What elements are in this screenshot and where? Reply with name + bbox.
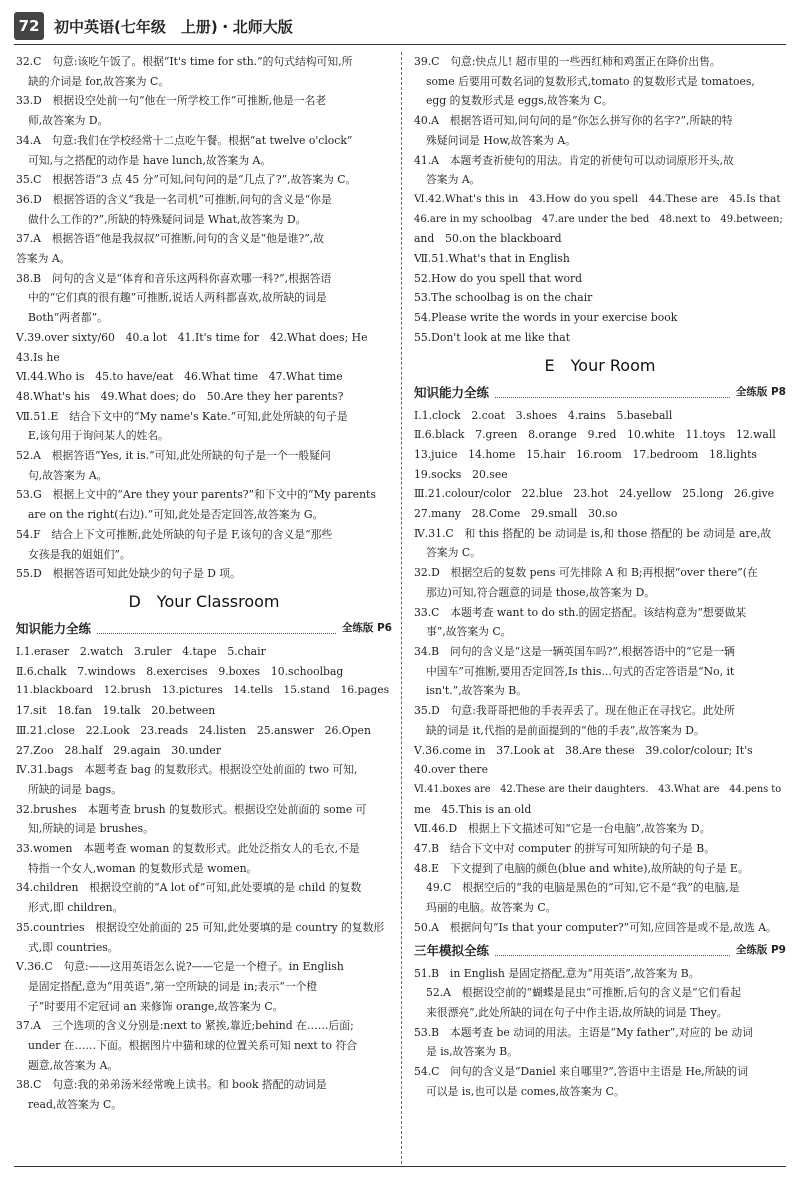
subsection-header-e2 bbox=[414, 938, 786, 964]
text-line: 可以是 is,也可以是 comes,故答案为 C。 bbox=[426, 1084, 625, 1098]
text-line: 女孩是我的姐姐们”。 bbox=[28, 547, 131, 561]
text-line: 55.D 根据答语可知此处缺少的句子是 D 项。 bbox=[16, 567, 241, 581]
text-line: Ⅰ.1.clock 2.coat 3.shoes 4.rains 5.baseball bbox=[414, 408, 673, 422]
text-line: 中国车”可推断,要用否定回答,Is this...句式的否定答语是“No, it bbox=[426, 664, 735, 678]
text-line: Ⅲ.21.colour/color 22.blue 23.hot 24.yellow 25.long 26.give bbox=[414, 487, 775, 501]
text-line: 54.F 结合上下文可推断,此处所缺的句子是 F,该句的含义是“那些 bbox=[16, 527, 333, 541]
text-line: Both“两者都”。 bbox=[28, 311, 108, 325]
text-line: 40.over there bbox=[414, 763, 488, 777]
text-line: 缺的词是 it,代指的是前面提到的“他的手表”,故答案为 D。 bbox=[426, 723, 705, 737]
text-line: 54.Please write the words in your exercise book bbox=[414, 311, 678, 325]
text-line: 27.many 28.Come 29.small 30.so bbox=[414, 507, 618, 521]
right-column bbox=[414, 52, 786, 1101]
page-ref: 全练版 P6 bbox=[341, 622, 392, 635]
text-line: Ⅰ.1.eraser 2.watch 3.ruler 4.tape 5.chair bbox=[16, 644, 266, 658]
text-line: 38.C 句意:我的弟弟汤米经常晚上读书。和 book 搭配的动词是 bbox=[16, 1078, 327, 1092]
text-line: 46.are in my schoolbag 47.are under the bed 48.next to 49.between; bbox=[414, 213, 783, 225]
text-line: Ⅴ.36.come in 37.Look at 38.Are these 39.color/colour; It's bbox=[414, 743, 753, 757]
text-line: 是固定搭配,意为“用英语”,第一空所缺的词是 in;表示“一个橙 bbox=[28, 979, 318, 993]
text-line: 33.D 根据设空处前一句“他在一所学校工作”可推断,他是一名老 bbox=[16, 94, 327, 108]
text-line: me 45.This is an old bbox=[414, 802, 532, 816]
text-line: 来很漂亮”,此处所缺的词在句子中作主语,故所缺的词是 They。 bbox=[426, 1005, 728, 1019]
subsection-header-d bbox=[16, 616, 392, 642]
text-line: and 50.on the blackboard bbox=[414, 232, 562, 246]
text-line: 是 is,故答案为 B。 bbox=[426, 1045, 519, 1059]
text-line: read,故答案为 C。 bbox=[28, 1098, 123, 1112]
text-line: 53.B 本题考查 be 动词的用法。主语是“My father”,对应的 be 动词 bbox=[414, 1025, 753, 1039]
text-line: 40.A 根据答语可知,问句问的是“你怎么拼写你的名字?”,所缺的特 bbox=[414, 114, 733, 128]
text-line: 式,即 countries。 bbox=[28, 940, 119, 954]
text-line: 形式,即 children。 bbox=[28, 901, 124, 915]
answers-block-e bbox=[414, 406, 786, 938]
text-line: 中的“它们真的很有趣”可推断,说话人两科都喜欢,故所缺的词是 bbox=[28, 291, 327, 305]
text-line: 51.B in English 是固定搭配,意为“用英语”,故答案为 B。 bbox=[414, 966, 700, 980]
text-line: 题意,故答案为 A。 bbox=[28, 1058, 119, 1072]
subsection-title: 知识能力全练 bbox=[16, 621, 92, 637]
text-line: Ⅶ.51.What's that in English bbox=[414, 252, 570, 266]
text-line: Ⅴ.39.over sixty/60 40.a lot 41.It's time for 42.What does; He bbox=[16, 330, 368, 344]
text-line: 35.C 根据答语“3 点 45 分”可知,问句问的是“几点了?”,故答案为 C。 bbox=[16, 173, 357, 187]
left-column bbox=[16, 52, 392, 1115]
section-title-d: D Your Classroom bbox=[128, 591, 280, 611]
text-line: Ⅵ.42.What's this in 43.How do you spell 44.These are 45.Is that bbox=[414, 192, 781, 205]
text-line: 52.A 根据设空前的“蝴蝶是昆虫”可推断,后句的含义是“它们看起 bbox=[426, 986, 741, 1000]
text-line: Ⅱ.6.chalk 7.windows 8.exercises 9.boxes 10.schoolbag bbox=[16, 664, 344, 678]
text-line: 37.A 根据答语“他是我叔叔”可推断,问句的含义是“他是谁?”,故 bbox=[16, 232, 325, 246]
subsection-header-e bbox=[414, 380, 786, 406]
text-line: are on the right(右边).”可知,此处是否定回答,故答案为 G。 bbox=[28, 508, 324, 522]
text-line: 33.women 本题考查 woman 的复数形式。此处泛指女人的毛衣,不是 bbox=[16, 842, 360, 856]
page-number: 72 bbox=[14, 12, 44, 40]
text-line: egg 的复数形式是 eggs,故答案为 C。 bbox=[426, 94, 613, 108]
text-line: 37.A 三个选项的含义分别是:next to 紧挨,靠近;behind 在……后面; bbox=[16, 1019, 354, 1033]
text-line: 34.B 问句的含义是“这是一辆英国车吗?”,根据答语中的“它是一辆 bbox=[414, 644, 735, 658]
text-line: 35.D 句意:我哥哥把他的手表弄丢了。现在他正在寻找它。此处所 bbox=[414, 704, 735, 718]
text-line: 11.blackboard 12.brush 13.pictures 14.tells 15.stand 16.pages bbox=[16, 684, 390, 697]
dotted-leader bbox=[495, 387, 730, 398]
text-line: 殊疑问词是 How,故答案为 A。 bbox=[426, 133, 576, 147]
text-line: 13.juice 14.home 15.hair 16.room 17.bedroom 18.lights bbox=[414, 447, 757, 461]
text-line: 17.sit 18.fan 19.talk 20.between bbox=[16, 704, 216, 718]
section-title-e: E Your Room bbox=[544, 355, 656, 375]
text-line: 那边)可知,符合题意的词是 those,故答案为 D。 bbox=[426, 585, 656, 599]
text-line: 32.D 根据空后的复数 pens 可先排除 A 和 B;再根据“over there”(在 bbox=[414, 566, 758, 580]
text-line: 48.E 下文提到了电脑的颜色(blue and white),故所缺的句子是 E。 bbox=[414, 861, 749, 875]
text-line: 53.The schoolbag is on the chair bbox=[414, 291, 593, 305]
text-line: 43.Is he bbox=[16, 350, 60, 364]
text-line: 所缺的词是 bags。 bbox=[28, 782, 123, 796]
text-line: 49.C 根据空后的“我的电脑是黑色的”可知,它不是“我”的电脑,是 bbox=[426, 881, 740, 895]
text-line: Ⅱ.6.black 7.green 8.orange 9.red 10.white 11.toys 12.wall bbox=[414, 428, 776, 442]
text-line: Ⅶ.46.D 根据上下文描述可知“它是一台电脑”,故答案为 D。 bbox=[414, 822, 711, 836]
text-line: 47.B 结合下文中对 computer 的拼写可知所缺的句子是 B。 bbox=[414, 842, 716, 856]
book-title: 初中英语(七年级 上册)・北师大版 bbox=[54, 17, 293, 36]
text-line: Ⅳ.31.bags 本题考查 bag 的复数形式。根据设空处前面的 two 可知, bbox=[16, 763, 358, 777]
dotted-leader bbox=[495, 945, 730, 956]
subsection-title: 三年模拟全练 bbox=[414, 942, 490, 958]
text-line: 48.What's his 49.What does; do 50.Are they her parents? bbox=[16, 389, 344, 403]
text-line: 答案为 A。 bbox=[426, 173, 481, 187]
text-line: 52.How do you spell that word bbox=[414, 271, 583, 285]
text-line: 54.C 问句的含义是“Daniel 来自哪里?”,答语中主语是 He,所缺的词 bbox=[414, 1065, 748, 1079]
text-line: 师,故答案为 D。 bbox=[28, 114, 109, 128]
page-header bbox=[14, 8, 786, 45]
answers-block-d bbox=[16, 642, 392, 1115]
text-line: 41.A 本题考查祈使句的用法。肯定的祈使句可以动词原形开头,故 bbox=[414, 153, 734, 167]
text-line: 36.D 根据答语的含义“我是一名司机”可推断,问句的含义是“你是 bbox=[16, 192, 332, 206]
text-line: 子”时要用不定冠词 an 来修饰 orange,故答案为 C。 bbox=[28, 999, 284, 1013]
text-line: E,该句用于询问某人的姓名。 bbox=[28, 429, 169, 443]
text-line: 19.socks 20.see bbox=[414, 467, 508, 481]
text-line: Ⅲ.21.close 22.Look 23.reads 24.listen 25.answer 26.Open bbox=[16, 723, 371, 737]
text-line: Ⅳ.31.C 和 this 搭配的 be 动词是 is,和 those 搭配的 be 动词是 are,故 bbox=[414, 526, 772, 540]
text-line: 52.A 根据答语“Yes, it is.”可知,此处所缺的句子是一个一般疑问 bbox=[16, 449, 331, 463]
text-line: 可知,与之搭配的动作是 have lunch,故答案为 A。 bbox=[28, 153, 272, 167]
text-line: 32.brushes 本题考查 brush 的复数形式。根据设空处前面的 some 可 bbox=[16, 802, 367, 816]
text-line: 38.B 问句的含义是“体育和音乐这两科你喜欢哪一科?”,根据答语 bbox=[16, 271, 332, 285]
text-line: 55.Don't look at me like that bbox=[414, 330, 571, 344]
text-line: Ⅶ.51.E 结合下文中的“My name's Kate.”可知,此处所缺的句子是 bbox=[16, 409, 348, 423]
page-ref: 全练版 P9 bbox=[735, 943, 786, 956]
answers-block-d-cont bbox=[414, 52, 786, 348]
subsection-title: 知识能力全练 bbox=[414, 384, 490, 400]
text-line: 玛丽的电脑。故答案为 C。 bbox=[426, 901, 557, 915]
text-line: 句,故答案为 A。 bbox=[28, 468, 108, 482]
text-line: isn't.”,故答案为 B。 bbox=[426, 684, 527, 698]
text-line: 答案为 C。 bbox=[426, 546, 481, 560]
text-line: Ⅵ.44.Who is 45.to have/eat 46.What time 47.What time bbox=[16, 370, 343, 384]
text-line: 34.A 句意:我们在学校经常十二点吃午餐。根据“at twelve o'clock” bbox=[16, 133, 353, 147]
text-line: 39.C 句意:快点儿! 超市里的一些西红柿和鸡蛋正在降价出售。 bbox=[414, 55, 721, 68]
answers-block-e2 bbox=[414, 964, 786, 1102]
text-line: some 后要用可数名词的复数形式,tomato 的复数形式是 tomatoes, bbox=[426, 74, 755, 88]
text-line: 做什么工作的?”,所缺的特殊疑问词是 What,故答案为 D。 bbox=[28, 212, 307, 226]
text-line: 缺的介词是 for,故答案为 C。 bbox=[28, 74, 169, 88]
answers-block-c bbox=[16, 52, 392, 584]
text-line: 27.Zoo 28.half 29.again 30.under bbox=[16, 743, 221, 757]
text-line: under 在……下面。根据图片中猫和球的位置关系可知 next to 符合 bbox=[28, 1039, 358, 1053]
page-ref: 全练版 P8 bbox=[735, 385, 786, 398]
column-divider bbox=[401, 52, 402, 1164]
text-line: 34.children 根据设空前的“A lot of”可知,此处要填的是 child 的复数 bbox=[16, 881, 362, 895]
text-line: 知,所缺的词是 brushes。 bbox=[28, 822, 154, 836]
text-line: 32.C 句意:该吃午饭了。根据“It's time for sth.”的句式结构可知,所 bbox=[16, 55, 353, 68]
text-line: 33.C 本题考查 want to do sth.的固定搭配。该结构意为“想要做某 bbox=[414, 605, 747, 619]
text-line: 50.A 根据问句“Is that your computer?”可知,应回答是或不是,故选 A。 bbox=[414, 920, 777, 934]
text-line: 事”,故答案为 C。 bbox=[426, 625, 512, 639]
text-line: 特指一个女人,woman 的复数形式是 women。 bbox=[28, 861, 258, 875]
text-line: 53.G 根据上文中的“Are they your parents?”和下文中的“My parents bbox=[16, 488, 376, 502]
dotted-leader bbox=[97, 623, 336, 634]
text-line: 答案为 A。 bbox=[16, 252, 71, 266]
text-line: 35.countries 根据设空处前面的 25 可知,此处要填的是 country 的复数形 bbox=[16, 920, 385, 934]
text-line: Ⅵ.41.boxes are 42.These are their daughters. 43.What are 44.pens to bbox=[414, 783, 782, 795]
text-line: Ⅴ.36.C 句意:——这用英语怎么说?——它是一个橙子。in English bbox=[16, 960, 344, 974]
footer-rule bbox=[14, 1166, 786, 1167]
